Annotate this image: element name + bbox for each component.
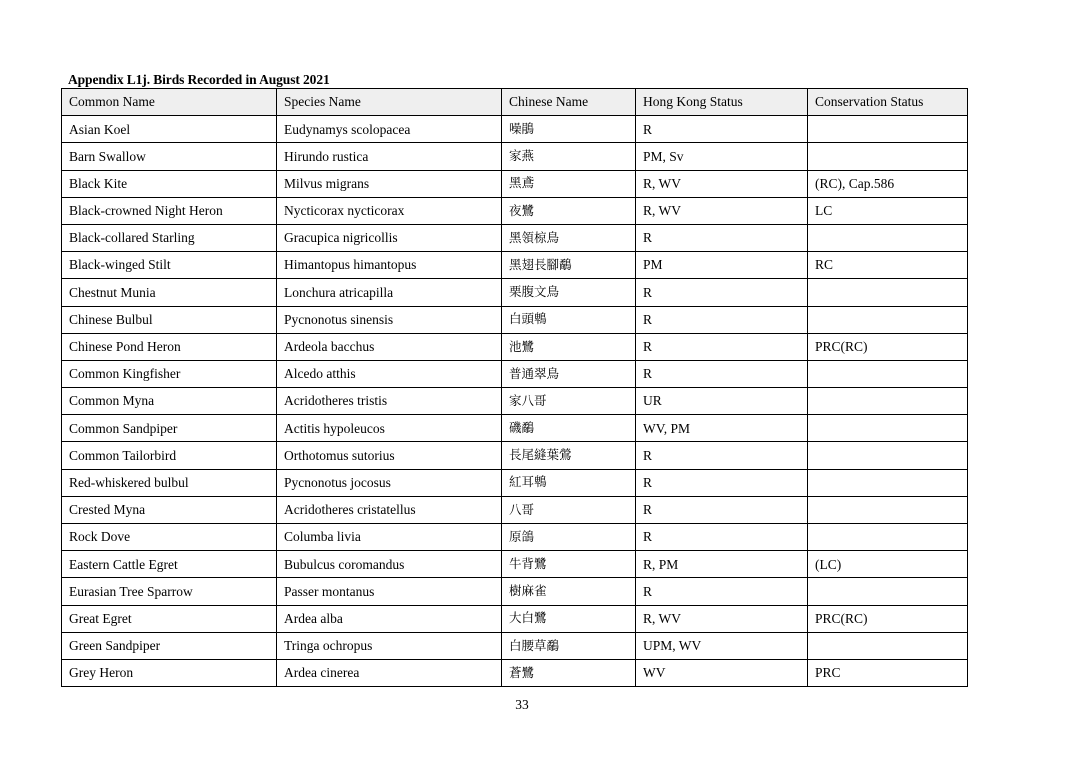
- species-name-cell: Eudynamys scolopacea: [277, 116, 502, 143]
- table-row: [62, 469, 968, 496]
- common-name-cell: Black-collared Starling: [62, 224, 277, 251]
- conservation-status-cell: [808, 143, 968, 170]
- table-header: [62, 89, 968, 116]
- chinese-name-cell: 紅耳鵯: [502, 469, 636, 496]
- species-name-cell: Hirundo rustica: [277, 143, 502, 170]
- chinese-name-cell: 家八哥: [502, 388, 636, 415]
- hong-kong-status-cell: R: [636, 279, 808, 306]
- header-chinese-name: Chinese Name: [502, 89, 636, 116]
- table-row: [62, 551, 968, 578]
- common-name-cell: Eastern Cattle Egret: [62, 551, 277, 578]
- table-row: [62, 360, 968, 387]
- table-row: [62, 524, 968, 551]
- common-name-cell: Black Kite: [62, 170, 277, 197]
- hong-kong-status-cell: R: [636, 360, 808, 387]
- conservation-status-cell: [808, 116, 968, 143]
- common-name-cell: Barn Swallow: [62, 143, 277, 170]
- hong-kong-status-cell: WV: [636, 659, 808, 686]
- species-name-cell: Nycticorax nycticorax: [277, 197, 502, 224]
- table-row: [62, 578, 968, 605]
- header-hong-kong-status: Hong Kong Status: [636, 89, 808, 116]
- common-name-cell: Black-crowned Night Heron: [62, 197, 277, 224]
- table-body: [62, 116, 968, 687]
- chinese-name-cell: 磯鷸: [502, 415, 636, 442]
- species-name-cell: Orthotomus sutorius: [277, 442, 502, 469]
- chinese-name-cell: 長尾縫葉鶯: [502, 442, 636, 469]
- species-name-cell: Acridotheres tristis: [277, 388, 502, 415]
- hong-kong-status-cell: PM, Sv: [636, 143, 808, 170]
- hong-kong-status-cell: R: [636, 496, 808, 523]
- hong-kong-status-cell: UR: [636, 388, 808, 415]
- chinese-name-cell: 栗腹文鳥: [502, 279, 636, 306]
- chinese-name-cell: 夜鷺: [502, 197, 636, 224]
- conservation-status-cell: [808, 388, 968, 415]
- table-row: [62, 306, 968, 333]
- table-row: [62, 252, 968, 279]
- table-row: [62, 116, 968, 143]
- table-row: [62, 224, 968, 251]
- chinese-name-cell: 黑領椋鳥: [502, 224, 636, 251]
- common-name-cell: Chinese Pond Heron: [62, 333, 277, 360]
- chinese-name-cell: 大白鷺: [502, 605, 636, 632]
- hong-kong-status-cell: R: [636, 578, 808, 605]
- chinese-name-cell: 樹麻雀: [502, 578, 636, 605]
- table-row: [62, 143, 968, 170]
- common-name-cell: Chestnut Munia: [62, 279, 277, 306]
- header-species-name: Species Name: [277, 89, 502, 116]
- conservation-status-cell: [808, 415, 968, 442]
- common-name-cell: Asian Koel: [62, 116, 277, 143]
- hong-kong-status-cell: R: [636, 333, 808, 360]
- species-name-cell: Ardea alba: [277, 605, 502, 632]
- common-name-cell: Eurasian Tree Sparrow: [62, 578, 277, 605]
- hong-kong-status-cell: R: [636, 306, 808, 333]
- conservation-status-cell: PRC(RC): [808, 333, 968, 360]
- species-name-cell: Actitis hypoleucos: [277, 415, 502, 442]
- species-name-cell: Milvus migrans: [277, 170, 502, 197]
- chinese-name-cell: 黑鳶: [502, 170, 636, 197]
- conservation-status-cell: [808, 442, 968, 469]
- common-name-cell: Black-winged Stilt: [62, 252, 277, 279]
- common-name-cell: Common Sandpiper: [62, 415, 277, 442]
- species-name-cell: Columba livia: [277, 524, 502, 551]
- conservation-status-cell: [808, 578, 968, 605]
- hong-kong-status-cell: R, WV: [636, 605, 808, 632]
- table-row: [62, 442, 968, 469]
- hong-kong-status-cell: UPM, WV: [636, 632, 808, 659]
- chinese-name-cell: 八哥: [502, 496, 636, 523]
- conservation-status-cell: [808, 496, 968, 523]
- species-name-cell: Gracupica nigricollis: [277, 224, 502, 251]
- conservation-status-cell: (LC): [808, 551, 968, 578]
- common-name-cell: Common Myna: [62, 388, 277, 415]
- conservation-status-cell: [808, 224, 968, 251]
- hong-kong-status-cell: R: [636, 116, 808, 143]
- common-name-cell: Common Kingfisher: [62, 360, 277, 387]
- hong-kong-status-cell: R: [636, 442, 808, 469]
- table-caption: Appendix L1j. Birds Recorded in August 2021: [68, 72, 330, 87]
- common-name-cell: Great Egret: [62, 605, 277, 632]
- species-name-cell: Ardea cinerea: [277, 659, 502, 686]
- table-row: [62, 279, 968, 306]
- hong-kong-status-cell: WV, PM: [636, 415, 808, 442]
- hong-kong-status-cell: R, WV: [636, 197, 808, 224]
- conservation-status-cell: PRC: [808, 659, 968, 686]
- species-name-cell: Lonchura atricapilla: [277, 279, 502, 306]
- chinese-name-cell: 普通翠鳥: [502, 360, 636, 387]
- table-row: [62, 496, 968, 523]
- conservation-status-cell: [808, 360, 968, 387]
- chinese-name-cell: 白頭鵯: [502, 306, 636, 333]
- hong-kong-status-cell: PM: [636, 252, 808, 279]
- chinese-name-cell: 牛背鷺: [502, 551, 636, 578]
- species-name-cell: Himantopus himantopus: [277, 252, 502, 279]
- chinese-name-cell: 家燕: [502, 143, 636, 170]
- common-name-cell: Grey Heron: [62, 659, 277, 686]
- species-name-cell: Pycnonotus sinensis: [277, 306, 502, 333]
- common-name-cell: Crested Myna: [62, 496, 277, 523]
- table-row: [62, 632, 968, 659]
- chinese-name-cell: 噪鵑: [502, 116, 636, 143]
- page-number: 33: [515, 697, 529, 712]
- hong-kong-status-cell: R: [636, 524, 808, 551]
- table-row: [62, 415, 968, 442]
- chinese-name-cell: 蒼鷺: [502, 659, 636, 686]
- chinese-name-cell: 原鴿: [502, 524, 636, 551]
- table-row: [62, 659, 968, 686]
- conservation-status-cell: [808, 632, 968, 659]
- conservation-status-cell: LC: [808, 197, 968, 224]
- species-name-cell: Ardeola bacchus: [277, 333, 502, 360]
- chinese-name-cell: 黑翅長腳鷸: [502, 252, 636, 279]
- hong-kong-status-cell: R: [636, 469, 808, 496]
- species-name-cell: Bubulcus coromandus: [277, 551, 502, 578]
- species-name-cell: Alcedo atthis: [277, 360, 502, 387]
- common-name-cell: Rock Dove: [62, 524, 277, 551]
- table-row: [62, 197, 968, 224]
- conservation-status-cell: [808, 279, 968, 306]
- common-name-cell: Chinese Bulbul: [62, 306, 277, 333]
- header-row: [62, 89, 968, 116]
- species-name-cell: Tringa ochropus: [277, 632, 502, 659]
- table-row: [62, 605, 968, 632]
- hong-kong-status-cell: R: [636, 224, 808, 251]
- chinese-name-cell: 白腰草鷸: [502, 632, 636, 659]
- conservation-status-cell: [808, 524, 968, 551]
- conservation-status-cell: [808, 306, 968, 333]
- common-name-cell: Green Sandpiper: [62, 632, 277, 659]
- species-name-cell: Pycnonotus jocosus: [277, 469, 502, 496]
- common-name-cell: Red-whiskered bulbul: [62, 469, 277, 496]
- common-name-cell: Common Tailorbird: [62, 442, 277, 469]
- header-conservation-status: Conservation Status: [808, 89, 968, 116]
- hong-kong-status-cell: R, WV: [636, 170, 808, 197]
- birds-table: [61, 88, 968, 687]
- conservation-status-cell: RC: [808, 252, 968, 279]
- chinese-name-cell: 池鷺: [502, 333, 636, 360]
- conservation-status-cell: (RC), Cap.586: [808, 170, 968, 197]
- conservation-status-cell: PRC(RC): [808, 605, 968, 632]
- hong-kong-status-cell: R, PM: [636, 551, 808, 578]
- table-row: [62, 388, 968, 415]
- header-common-name: Common Name: [62, 89, 277, 116]
- table-row: [62, 170, 968, 197]
- conservation-status-cell: [808, 469, 968, 496]
- species-name-cell: Passer montanus: [277, 578, 502, 605]
- table-row: [62, 333, 968, 360]
- species-name-cell: Acridotheres cristatellus: [277, 496, 502, 523]
